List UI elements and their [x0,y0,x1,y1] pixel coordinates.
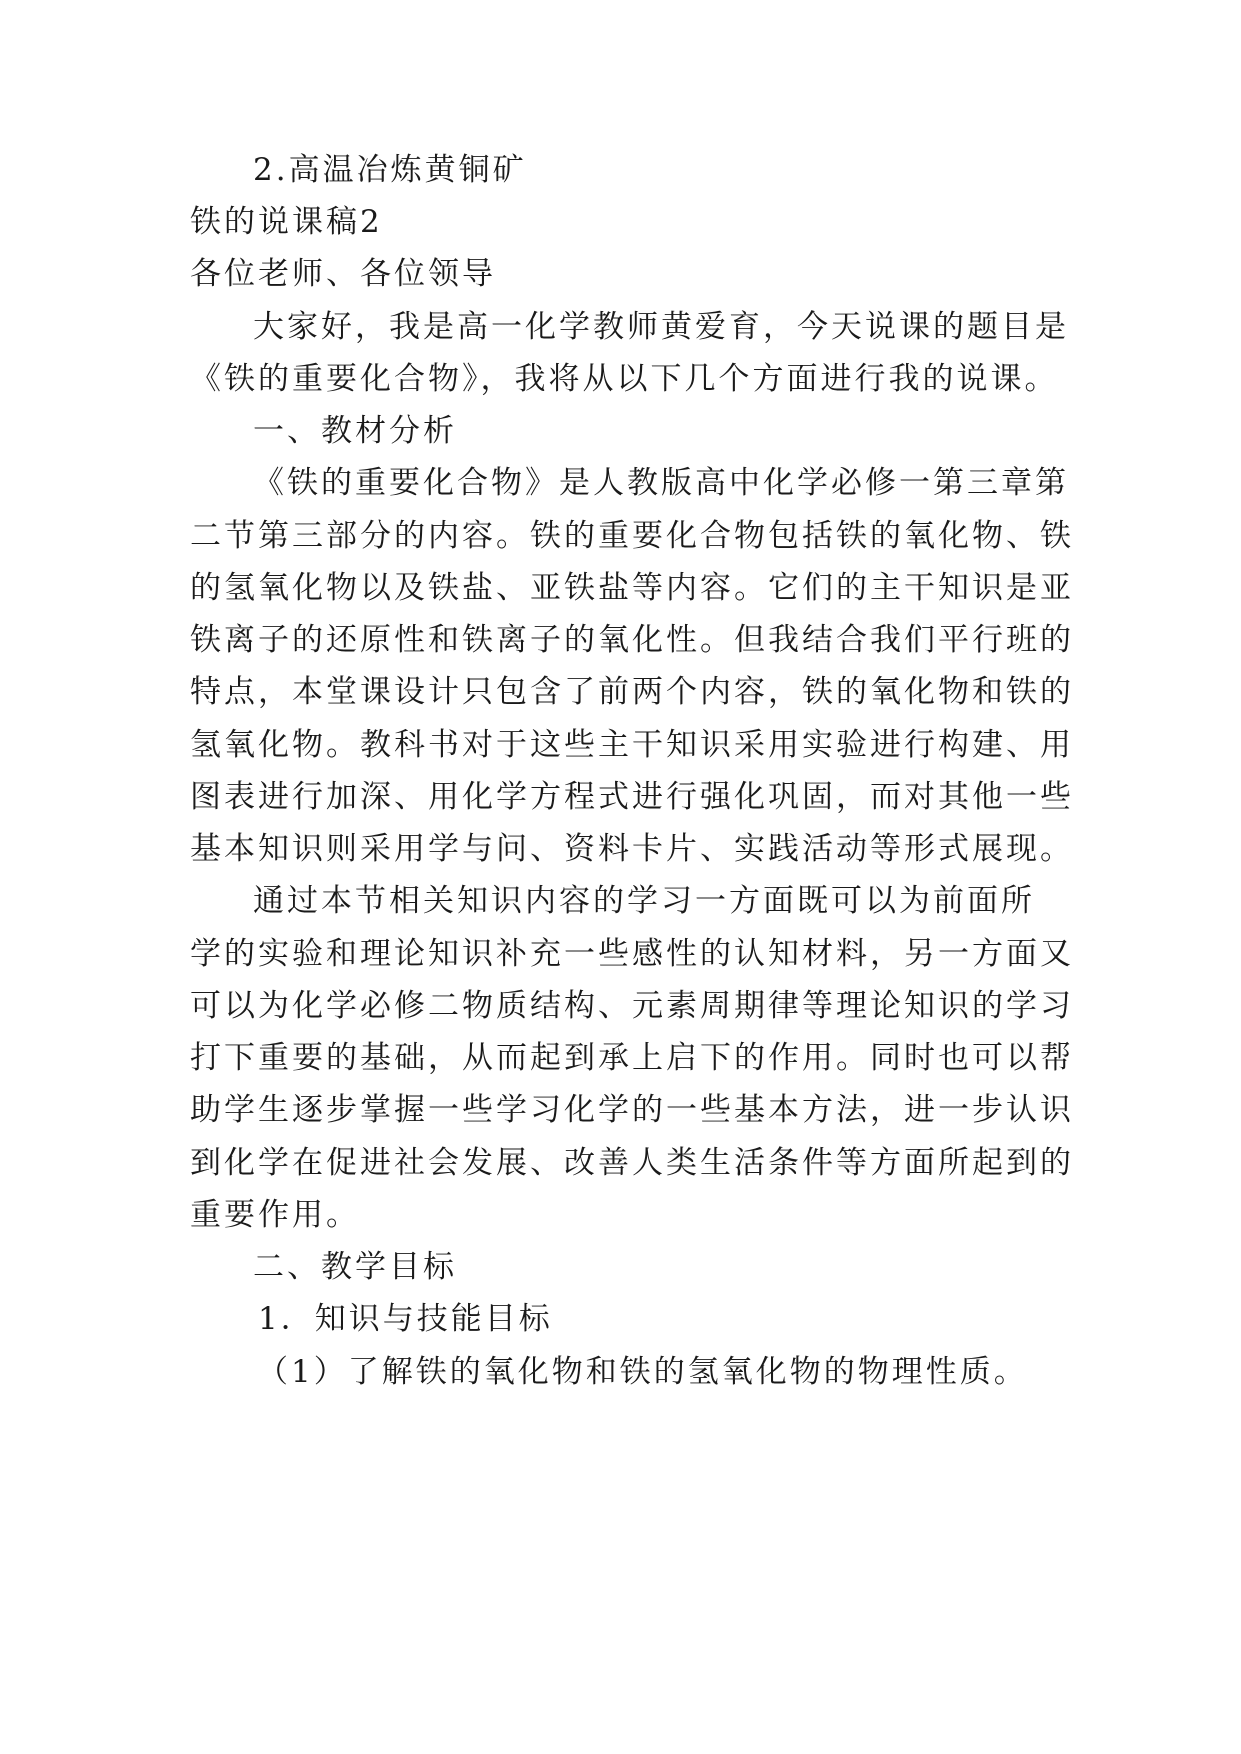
paragraph-line: 氢氧化物。教科书对于这些主干知识采用实验进行构建、用 [190,727,1074,763]
paragraph-line: 特点，本堂课设计只包含了前两个内容，铁的氧化物和铁的 [190,674,1074,710]
document-title: 铁的说课稿2 [190,204,383,240]
paragraph-line: 基本知识则采用学与问、资料卡片、实践活动等形式展现。 [190,831,1074,867]
paragraph-line: 《铁的重要化合物》是人教版高中化学必修一第三章第 [253,465,1069,501]
paragraph-line: 学的实验和理论知识补充一些感性的认知材料，另一方面又 [190,936,1074,972]
subsection-heading: 1．知识与技能目标 [258,1301,553,1337]
paragraph-line: 二节第三部分的内容。铁的重要化合物包括铁的氧化物、铁 [190,518,1074,554]
section-heading: 二、教学目标 [253,1249,457,1285]
list-item-heading: 2.高温冶炼黄铜矿 [253,152,527,188]
paragraph-line: 《铁的重要化合物》，我将从以下几个方面进行我的说课。 [190,361,1059,397]
paragraph-line: 通过本节相关知识内容的学习一方面既可以为前面所 [253,883,1035,919]
paragraph-line: 图表进行加深、用化学方程式进行强化巩固，而对其他一些 [190,779,1074,815]
paragraph-line: 重要作用。 [190,1197,360,1233]
paragraph-line: 到化学在促进社会发展、改善人类生活条件等方面所起到的 [190,1145,1074,1181]
list-item: （1）了解铁的氧化物和铁的氢氧化物的物理性质。 [257,1354,1028,1390]
paragraph-line: 的氢氧化物以及铁盐、亚铁盐等内容。它们的主干知识是亚 [190,570,1074,606]
salutation: 各位老师、各位领导 [190,256,496,292]
paragraph-line: 大家好，我是高一化学教师黄爱育，今天说课的题目是 [253,309,1069,345]
section-heading: 一、教材分析 [253,413,457,449]
paragraph-line: 打下重要的基础，从而起到承上启下的作用。同时也可以帮 [190,1040,1074,1076]
paragraph-line: 助学生逐步掌握一些学习化学的一些基本方法，进一步认识 [190,1092,1074,1128]
paragraph-line: 铁离子的还原性和铁离子的氧化性。但我结合我们平行班的 [190,622,1074,658]
paragraph-line: 可以为化学必修二物质结构、元素周期律等理论知识的学习 [190,988,1074,1024]
